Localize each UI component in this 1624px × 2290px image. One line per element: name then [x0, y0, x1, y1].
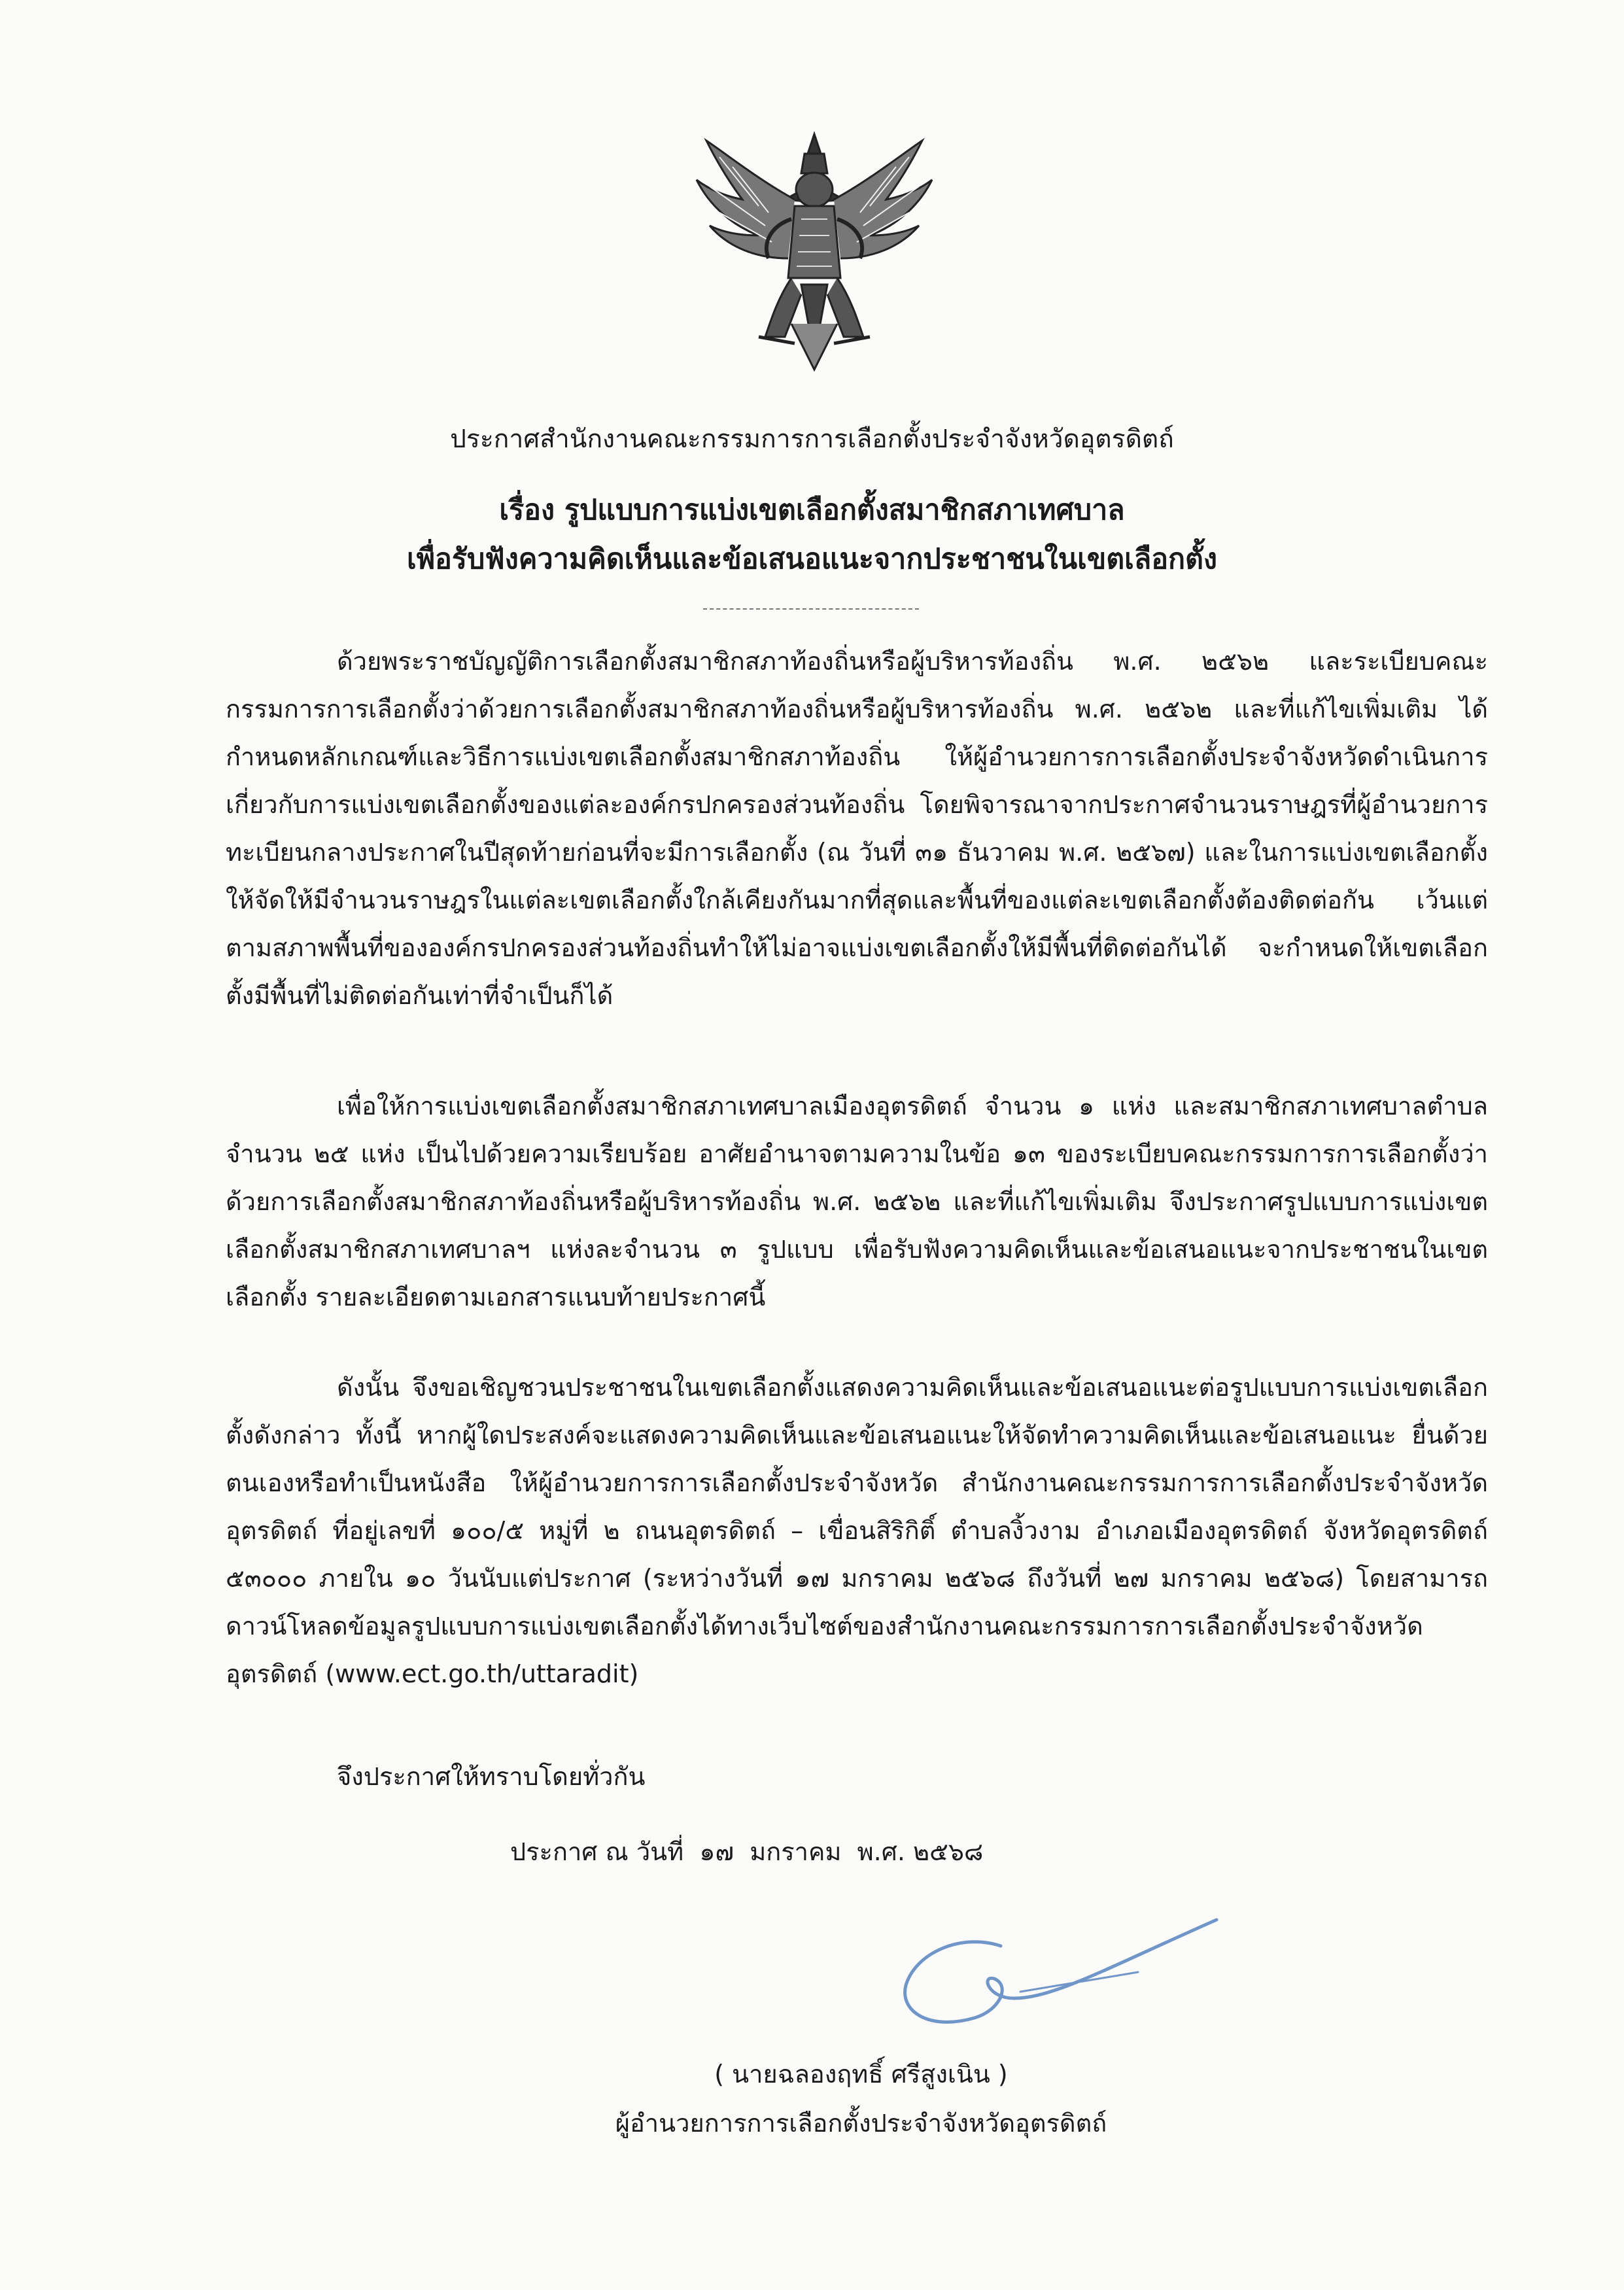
subject-line-1: เรื่อง รูปแบบการแบ่งเขตเลือกตั้งสมาชิกสภาเทศบาล	[499, 494, 1125, 527]
body-paragraph-1: ด้วยพระราชบัญญัติการเลือกตั้งสมาชิกสภาท้องถิ่นหรือผู้บริหารท้องถิ่น พ.ศ. ๒๕๖๒ และระเบียบคณะกรรมการการเลือกตั้งว่าด้วยการเลือกตั้งสมาชิกสภาท้องถิ่นหรือผู้บริหารท้องถิ่น พ.ศ. ๒๕๖๒ และที่แก้ไขเพิ่มเติม ได้กำหนดหลักเกณฑ์และวิธีการแบ่งเขตเลือกตั้งสมาชิกสภาท้องถิ่น ให้ผู้อำนวยการการเลือกตั้งประจำจังหวัดดำเนินการเกี่ยวกับการแบ่งเขตเลือกตั้งของแต่ละองค์กรปกครองส่วนท้องถิ่น โดยพิจารณาจากประกาศจำนวนราษฎรที่ผู้อำนวยการทะเบียนกลางประกาศในปีสุดท้ายก่อนที่จะมีการเลือกตั้ง (ณ วันที่ ๓๑ ธันวาคม พ.ศ. ๒๕๖๗) และในการแบ่งเขตเลือกตั้งให้จัดให้มีจำนวนราษฎรในแต่ละเขตเลือกตั้งใกล้เคียงกันมากที่สุดและพื้นที่ของแต่ละเขตเลือกตั้งต้องติดต่อกัน เว้นแต่ตามสภาพพื้นที่ขององค์กรปกครองส่วนท้องถิ่นทำให้ไม่อาจแบ่งเขตเลือกตั้งให้มีพื้นที่ติดต่อกันได้ จะกำหนดให้เขตเลือกตั้งมีพื้นที่ไม่ติดต่อกันเท่าที่จำเป็นก็ได้	[226, 647, 1488, 1010]
announcement-date: ประกาศ ณ วันที่ ๑๗ มกราคม พ.ศ. ๒๕๖๘	[510, 1837, 984, 1866]
body-paragraph-2: เพื่อให้การแบ่งเขตเลือกตั้งสมาชิกสภาเทศบาลเมืองอุตรดิตถ์ จำนวน ๑ แห่ง และสมาชิกสภาเทศบาลตำบล จำนวน ๒๕ แห่ง เป็นไปด้วยความเรียบร้อย อาศัยอำนาจตามความในข้อ ๑๓ ของระเบียบคณะกรรมการการเลือกตั้งว่าด้วยการเลือกตั้งสมาชิกสภาท้องถิ่นหรือผู้บริหารท้องถิ่น พ.ศ. ๒๕๖๒ และที่แก้ไขเพิ่มเติม จึงประกาศรูปแบบการแบ่งเขตเลือกตั้งสมาชิกสภาเทศบาลฯ แห่งละจำนวน ๓ รูปแบบ เพื่อรับฟังความคิดเห็นและข้อเสนอแนะจากประชาชนในเขตเลือกตั้ง รายละเอียดตามเอกสารแนบท้ายประกาศนี้	[226, 1092, 1488, 1311]
closing-statement: จึงประกาศให้ทราบโดยทั่วกัน	[337, 1762, 646, 1791]
heading-divider	[703, 608, 919, 610]
subject-line-2: เพื่อรับฟังความคิดเห็นและข้อเสนอแนะจากประชาชนในเขตเลือกตั้ง	[407, 543, 1217, 576]
agency-heading: ประกาศสำนักงานคณะกรรมการการเลือกตั้งประจำจังหวัดอุตรดิตถ์	[450, 425, 1174, 454]
handwritten-signature	[890, 1907, 1230, 2051]
signer-name: ( นายฉลองฤทธิ์ ศรีสูงเนิน )	[714, 2060, 1008, 2089]
body-paragraph-3: ดังนั้น จึงขอเชิญชวนประชาชนในเขตเลือกตั้งแสดงความคิดเห็นและข้อเสนอแนะต่อรูปแบบการแบ่งเขตเลือกตั้งดังกล่าว ทั้งนี้ หากผู้ใดประสงค์จะแสดงความคิดเห็นและข้อเสนอแนะให้จัดทำความคิดเห็นและข้อเสนอแนะ ยื่นด้วยตนเองหรือทำเป็นหนังสือ ให้ผู้อำนวยการการเลือกตั้งประจำจังหวัด สำนักงานคณะกรรมการการเลือกตั้งประจำจังหวัดอุตรดิตถ์ ที่อยู่เลขที่ ๑๐๐/๕ หมู่ที่ ๒ ถนนอุตรดิตถ์ – เขื่อนสิริกิติ์ ตำบลงิ้วงาม อำเภอเมืองอุตรดิตถ์ จังหวัดอุตรดิตถ์ ๕๓๐๐๐ ภายใน ๑๐ วันนับแต่ประกาศ (ระหว่างวันที่ ๑๗ มกราคม ๒๕๖๘ ถึงวันที่ ๒๗ มกราคม ๒๕๖๘) โดยสามารถดาวน์โหลดข้อมูลรูปแบบการแบ่งเขตเลือกตั้งได้ทางเว็บไซต์ของสำนักงานคณะกรรมการการเลือกตั้งประจำจังหวัดอุตรดิตถ์ (www.ect.go.th/uttaradit)	[226, 1373, 1488, 1688]
garuda-emblem-icon	[680, 128, 948, 376]
signer-title: ผู้อำนวยการการเลือกตั้งประจำจังหวัดอุตรดิตถ์	[615, 2109, 1107, 2138]
